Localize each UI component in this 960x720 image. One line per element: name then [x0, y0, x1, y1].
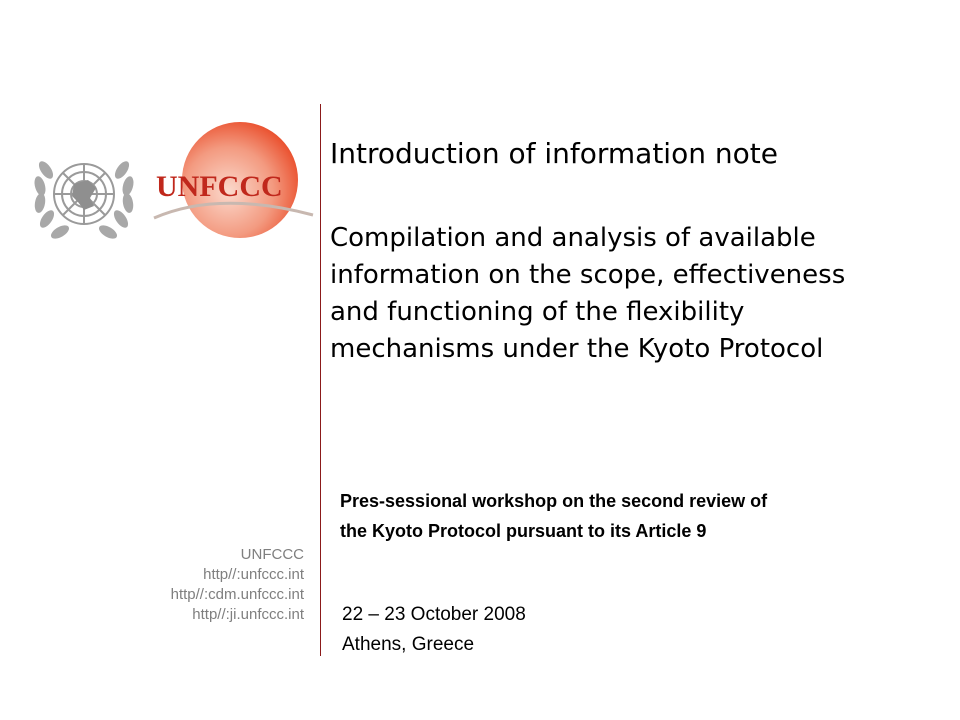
workshop-heading — [340, 486, 920, 546]
subtitle-line: information on the scope, effectiveness — [330, 260, 846, 290]
slide-subtitle — [330, 220, 930, 368]
event-date: 22 – 23 October 2008 — [342, 604, 526, 625]
unfccc-logo-text: UNFCCC — [156, 170, 283, 203]
subtitle-line: and functioning of the flexibility — [330, 297, 745, 327]
cdm-link[interactable]: http//:cdm.unfccc.int — [170, 586, 304, 603]
org-name: UNFCCC — [240, 546, 304, 563]
sidebar-links — [100, 545, 304, 625]
subtitle-line: mechanisms under the Kyoto Protocol — [330, 334, 824, 364]
website-link[interactable]: http//:unfccc.int — [203, 566, 304, 583]
workshop-line: the Kyoto Protocol pursuant to its Article 9 — [340, 521, 707, 541]
workshop-line: Pres-sessional workshop on the second review of — [340, 491, 768, 511]
un-emblem-icon — [30, 140, 138, 248]
slide-title: Introduction of information note — [330, 137, 778, 170]
unfccc-logo — [148, 120, 318, 260]
ji-link[interactable]: http//:ji.unfccc.int — [192, 606, 304, 623]
vertical-divider — [320, 104, 321, 656]
event-place: Athens, Greece — [342, 634, 475, 655]
subtitle-line: Compilation and analysis of available — [330, 223, 816, 253]
event-details — [342, 600, 742, 660]
